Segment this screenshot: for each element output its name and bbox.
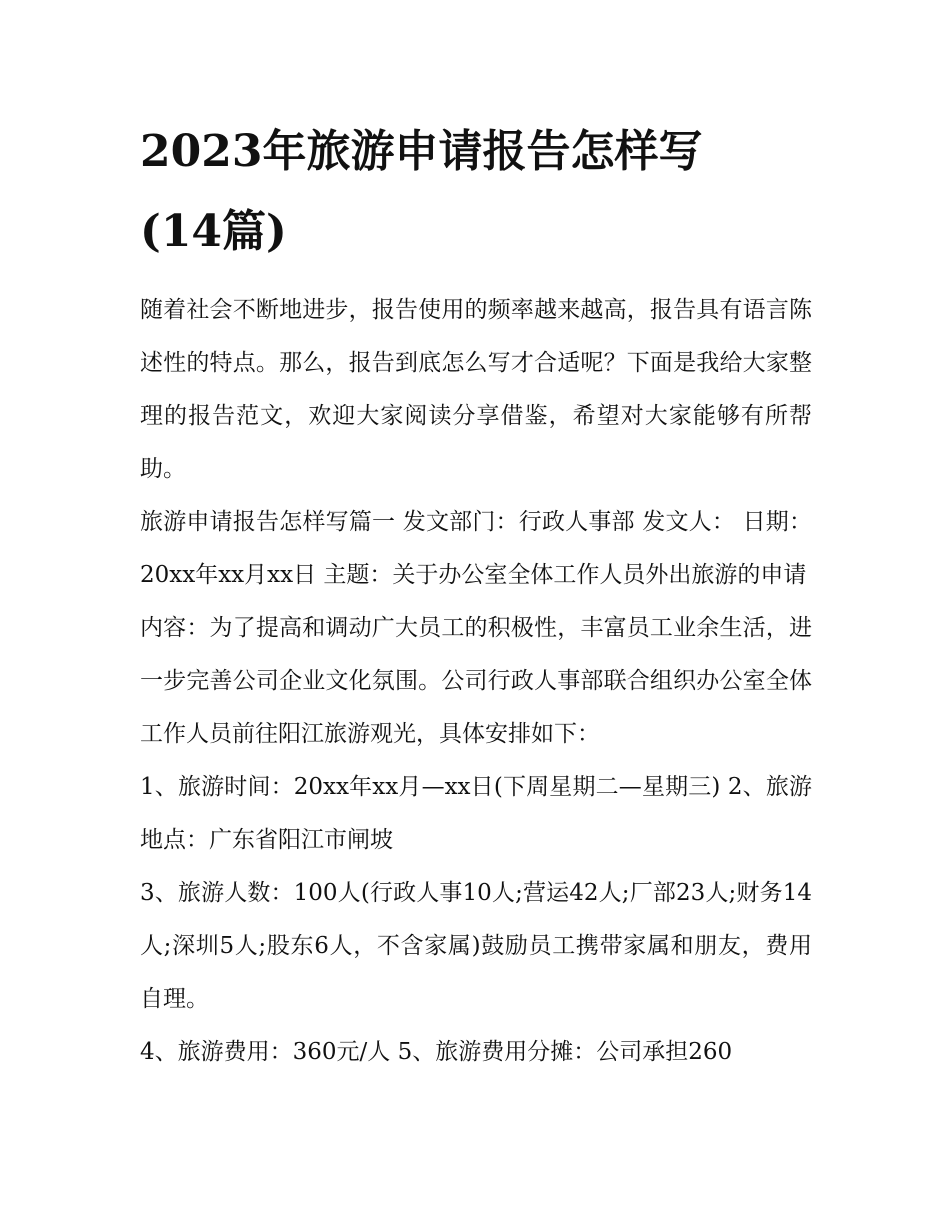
title-line-2: (14篇) (140, 206, 287, 257)
item-cost: 4、旅游费用：360元/人 5、旅游费用分摊：公司承担260 (140, 1039, 733, 1065)
title-line-1: 2023年旅游申请报告怎样写 (140, 126, 703, 177)
intro-paragraph: 随着社会不断地进步，报告使用的频率越来越高，报告具有语言陈述性的特点。那么，报告到底怎么写才合适呢？下面是我给大家整理的报告范文，欢迎大家阅读分享借鉴，希望对大家能够有所帮助。 (140, 297, 812, 482)
item-headcount: 3、旅游人数：100人(行政人事10人;营运42人;厂部23人;财务14人;深圳5人;股东6人，不含家属)鼓励员工携带家属和朋友，费用自理。 (140, 880, 812, 1012)
header-info-paragraph: 旅游申请报告怎样写篇一 发文部门：行政人事部 发文人： 日期：20xx年xx月xx日 主题：关于办公室全体工作人员外出旅游的申请 (140, 509, 812, 588)
document-body (140, 112, 812, 1079)
content-paragraph: 内容：为了提高和调动广大员工的积极性，丰富员工业余生活，进一步完善公司企业文化氛围。公司行政人事部联合组织办公室全体工作人员前往阳江旅游观光，具体安排如下： (140, 615, 812, 747)
document-title (140, 112, 812, 272)
item-time-location: 1、旅游时间：20xx年xx月—xx日(下周星期二—星期三) 2、旅游地点：广东省阳江市闸坡 (140, 774, 812, 853)
